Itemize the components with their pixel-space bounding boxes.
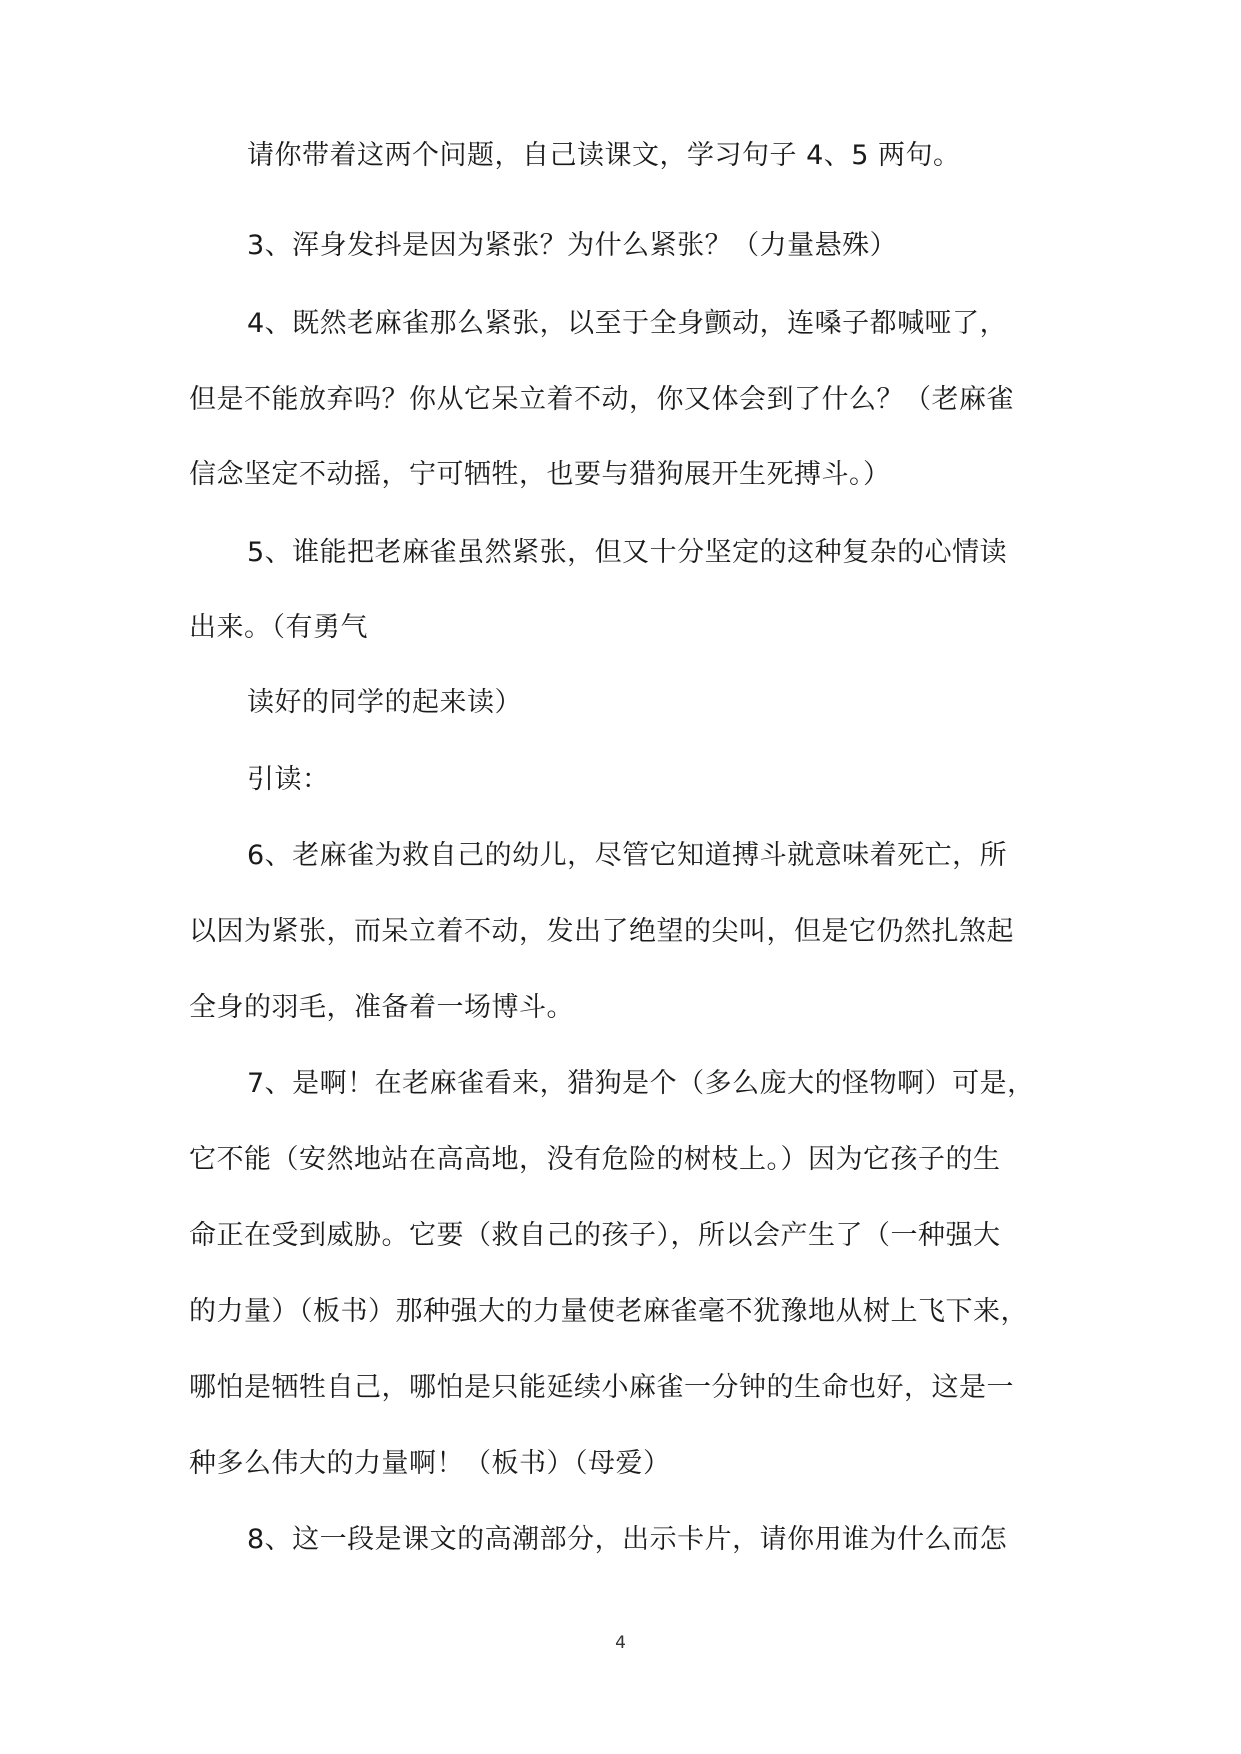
text-line: 信念坚定不动摇，宁可牺牲，也要与猎狗展开生死搏斗。）: [189, 459, 891, 490]
text-line: 4、既然老麻雀那么紧张，以至于全身颤动，连嗓子都喊哑了，: [247, 308, 1008, 339]
text-line: 读好的同学的起来读）: [247, 687, 522, 718]
text-line: 5、谁能把老麻雀虽然紧张，但又十分坚定的这种复杂的心情读: [247, 537, 1008, 568]
text-line: 6、老麻雀为救自己的幼儿，尽管它知道搏斗就意味着死亡，所: [247, 840, 1008, 871]
text-line: 7、是啊！在老麻雀看来，猎狗是个（多么庞大的怪物啊）可是，: [247, 1068, 1035, 1099]
text-line: 的力量）（板书）那种强大的力量使老麻雀毫不犹豫地从树上飞下来，: [189, 1296, 1028, 1327]
text-line: 它不能（安然地站在高高地，没有危险的树枝上。）因为它孩子的生: [189, 1144, 1001, 1175]
text-line: 出来。（有勇气: [189, 612, 368, 643]
text-line: 哪怕是牺牲自己，哪怕是只能延续小麻雀一分钟的生命也好，这是一: [189, 1372, 1014, 1403]
text-line: 8、这一段是课文的高潮部分，出示卡片，请你用谁为什么而怎: [247, 1524, 1008, 1555]
text-line: 引读：: [247, 764, 330, 795]
page-number: 4: [615, 1633, 626, 1653]
text-line: 3、浑身发抖是因为紧张？为什么紧张？（力量悬殊）: [247, 230, 898, 261]
text-line: 但是不能放弃吗？你从它呆立着不动，你又体会到了什么？（老麻雀: [189, 384, 1014, 415]
text-line: 以因为紧张，而呆立着不动，发出了绝望的尖叫，但是它仍然扎煞起: [189, 916, 1014, 947]
text-line: 全身的羽毛，准备着一场博斗。: [189, 992, 574, 1023]
text-line: 请你带着这两个问题，自己读课文，学习句子 4、5 两句。: [247, 140, 961, 171]
text-line: 命正在受到威胁。它要（救自己的孩子），所以会产生了（一种强大: [189, 1220, 1001, 1251]
text-line: 种多么伟大的力量啊！（板书）（母爱）: [189, 1448, 671, 1479]
